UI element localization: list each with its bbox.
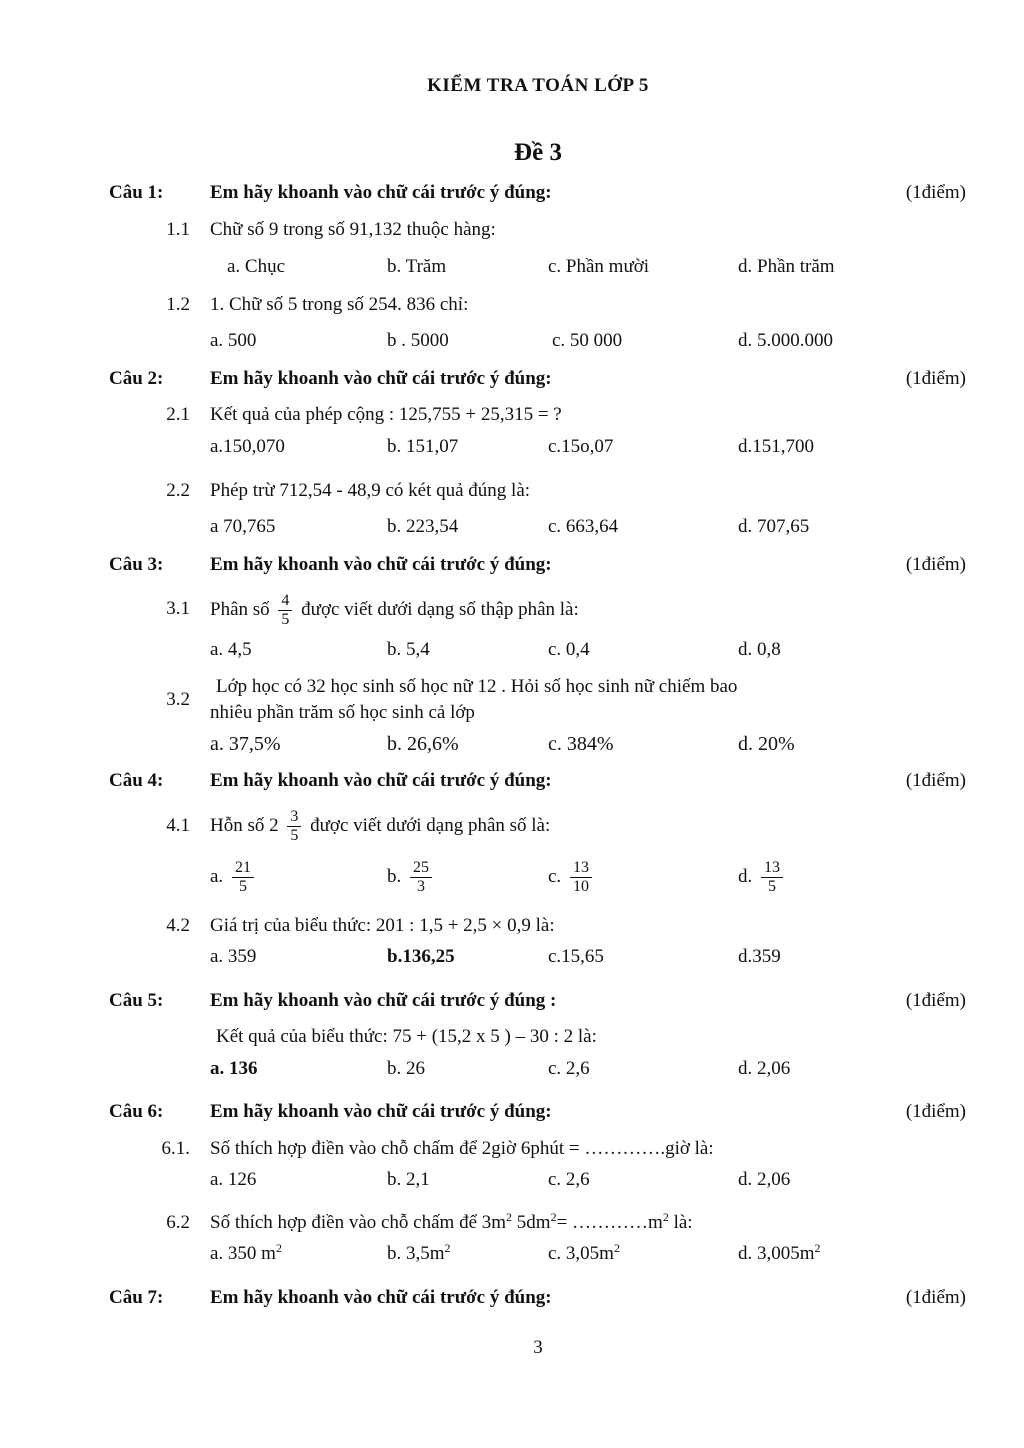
fraction-denominator: 10 (572, 878, 589, 896)
q3-1-text-before: Phân số (210, 599, 270, 620)
q6-2-text (210, 1210, 693, 1233)
q4-1-text-before: Hỗn số 2 (210, 815, 279, 836)
fraction-denominator: 5 (290, 827, 299, 845)
option-fraction (410, 859, 432, 897)
q3-1-text (210, 586, 579, 634)
q6-1-option-d[interactable]: d. 2,06 (738, 1169, 791, 1190)
q6-2-text-part3: = …………m (556, 1212, 663, 1233)
page-number: 3 (533, 1337, 543, 1358)
q3-2-option-c[interactable]: c. 384% (548, 733, 614, 755)
q2-1-option-c[interactable]: c.15o,07 (548, 436, 614, 457)
q3-2-option-a[interactable]: a. 37,5% (210, 733, 281, 755)
fraction-denominator: 5 (281, 611, 290, 629)
q1-2-option-d[interactable]: d. 5.000.000 (738, 330, 833, 351)
q3-1-number: 3.1 (166, 598, 190, 619)
option-text: d. 3,005m (738, 1243, 815, 1264)
q4-1-text-after: được viết dưới dạng phân số là: (310, 815, 551, 836)
question-6-label: Câu 6: (109, 1101, 164, 1122)
q6-2-option-c[interactable] (548, 1241, 620, 1264)
q6-2-text-part2: 5dm (512, 1212, 551, 1233)
question-6-points: (1điểm) (905, 1101, 966, 1122)
option-letter: a. (210, 866, 224, 887)
question-5-instruction: Em hãy khoanh vào chữ cái trước ý đúng : (210, 990, 557, 1011)
q4-2-text: Giá trị của biểu thức: 201 : 1,5 + 2,5 × 0,9 là: (210, 915, 555, 936)
superscript: 2 (662, 1210, 669, 1224)
q6-1-option-a[interactable]: a. 126 (210, 1169, 257, 1190)
q4-1-option-b[interactable] (387, 852, 436, 902)
q4-2-option-a[interactable]: a. 359 (210, 946, 257, 967)
q3-2-option-d[interactable]: d. 20% (738, 733, 795, 755)
q4-2-option-b[interactable]: b.136,25 (387, 946, 455, 967)
superscript: 2 (814, 1241, 821, 1255)
option-fraction (232, 859, 254, 897)
fraction-numerator: 25 (410, 859, 432, 878)
option-letter: d. (738, 866, 753, 887)
superscript: 2 (444, 1241, 451, 1255)
q5-option-c[interactable]: c. 2,6 (548, 1058, 590, 1079)
q6-2-option-b[interactable] (387, 1241, 451, 1264)
q3-1-text-after: được viết dưới dạng số thập phân là: (301, 599, 579, 620)
q1-2-text: 1. Chữ số 5 trong số 254. 836 chỉ: (210, 294, 469, 315)
question-1-label: Câu 1: (109, 182, 164, 203)
q6-1-option-c[interactable]: c. 2,6 (548, 1169, 590, 1190)
option-text: c. 3,05m (548, 1243, 614, 1264)
exam-number: Đề 3 (514, 139, 562, 166)
q2-1-option-b[interactable]: b. 151,07 (387, 436, 459, 457)
q6-2-text-part4: là: (668, 1212, 693, 1233)
question-2-label: Câu 2: (109, 368, 164, 389)
question-7-label: Câu 7: (109, 1287, 164, 1308)
q6-2-text-part1: Số thích hợp điền vào chỗ chấm để 3m (210, 1212, 507, 1233)
fraction-denominator: 5 (768, 878, 776, 896)
question-4-points: (1điểm) (905, 770, 966, 791)
q1-1-option-d[interactable]: d. Phần trăm (738, 256, 835, 277)
q2-2-text: Phép trừ 712,54 - 48,9 có két quả đúng là: (210, 480, 531, 501)
q3-1-option-c[interactable]: c. 0,4 (548, 639, 590, 660)
q2-2-option-a[interactable]: a 70,765 (210, 516, 276, 537)
question-7-points: (1điểm) (905, 1287, 966, 1308)
q3-2-option-b[interactable]: b. 26,6% (387, 733, 459, 755)
question-6-instruction: Em hãy khoanh vào chữ cái trước ý đúng: (210, 1101, 552, 1122)
superscript: 2 (550, 1210, 557, 1224)
fraction-denominator: 5 (238, 878, 247, 896)
q1-2-option-a[interactable]: a. 500 (210, 330, 257, 351)
q4-1-option-a[interactable] (210, 852, 258, 902)
q4-1-text (210, 802, 550, 850)
fraction-denominator: 3 (417, 878, 425, 896)
q1-1-option-c[interactable]: c. Phần mười (548, 256, 650, 277)
q2-1-number: 2.1 (166, 404, 190, 425)
question-3-label: Câu 3: (109, 554, 164, 575)
option-text: b. 3,5m (387, 1243, 445, 1264)
q4-2-number: 4.2 (166, 915, 190, 936)
q2-1-text: Kết quả của phép cộng : 125,755 + 25,315 = ? (210, 404, 562, 425)
fraction-numerator: 21 (232, 859, 254, 878)
q3-1-option-b[interactable]: b. 5,4 (387, 639, 430, 660)
question-3-points: (1điểm) (905, 554, 966, 575)
q6-2-option-d[interactable] (738, 1241, 821, 1264)
q2-2-option-d[interactable]: d. 707,65 (738, 516, 810, 537)
fraction-numerator: 13 (761, 859, 783, 878)
q4-1-option-c[interactable] (548, 852, 596, 902)
q6-1-number: 6.1. (161, 1138, 190, 1159)
q3-2-text-line1: Lớp học có 32 học sinh số học nữ 12 . Hỏi số học sinh nữ chiếm bao (216, 676, 738, 697)
q4-1-number: 4.1 (166, 815, 190, 836)
question-4-label: Câu 4: (109, 770, 164, 791)
q2-2-option-b[interactable]: b. 223,54 (387, 516, 459, 537)
q1-2-option-c[interactable]: c. 50 000 (552, 330, 623, 351)
option-fraction (761, 859, 783, 897)
option-letter: b. (387, 866, 402, 887)
q4-2-option-d[interactable]: d.359 (738, 946, 781, 967)
q2-2-number: 2.2 (166, 480, 190, 501)
option-fraction (570, 859, 592, 897)
q5-option-a[interactable]: a. 136 (210, 1058, 258, 1079)
superscript: 2 (275, 1241, 282, 1255)
question-4-instruction: Em hãy khoanh vào chữ cái trước ý đúng: (210, 770, 552, 791)
q4-1-fraction (287, 808, 301, 846)
question-5-points: (1điểm) (905, 990, 966, 1011)
superscript: 2 (506, 1210, 513, 1224)
option-letter: c. (548, 866, 562, 887)
q3-1-option-d[interactable]: d. 0,8 (738, 639, 781, 660)
fraction-numerator: 4 (278, 592, 292, 611)
q1-1-text: Chữ số 9 trong số 91,132 thuộc hàng: (210, 219, 496, 240)
question-2-points: (1điểm) (905, 368, 966, 389)
q3-1-fraction (278, 592, 292, 630)
q4-1-option-d[interactable] (738, 852, 787, 902)
q5-text: Kết quả của biểu thức: 75 + (15,2 x 5 ) – 30 : 2 là: (216, 1026, 597, 1047)
q2-1-option-d[interactable]: d.151,700 (738, 436, 814, 457)
q3-2-text-line2: nhiêu phần trăm số học sinh cả lớp (210, 702, 475, 723)
q6-2-option-a[interactable] (210, 1241, 282, 1264)
q5-option-d[interactable]: d. 2,06 (738, 1058, 791, 1079)
question-1-instruction: Em hãy khoanh vào chữ cái trước ý đúng: (210, 182, 552, 203)
q2-2-option-c[interactable]: c. 663,64 (548, 516, 619, 537)
q1-1-option-b[interactable]: b. Trăm (387, 256, 447, 277)
question-5-label: Câu 5: (109, 990, 164, 1011)
q6-1-option-b[interactable]: b. 2,1 (387, 1169, 430, 1190)
q2-1-option-a[interactable]: a.150,070 (210, 436, 285, 457)
superscript: 2 (613, 1241, 620, 1255)
question-2-instruction: Em hãy khoanh vào chữ cái trước ý đúng: (210, 368, 552, 389)
q1-1-number: 1.1 (166, 219, 190, 240)
question-7-instruction: Em hãy khoanh vào chữ cái trước ý đúng: (210, 1287, 552, 1308)
option-text: a. 350 m (210, 1243, 276, 1264)
q3-1-option-a[interactable]: a. 4,5 (210, 639, 252, 660)
q1-2-option-b[interactable]: b . 5000 (387, 330, 449, 351)
question-3-instruction: Em hãy khoanh vào chữ cái trước ý đúng: (210, 554, 552, 575)
q1-2-number: 1.2 (166, 294, 190, 315)
q6-1-text: Số thích hợp điền vào chỗ chấm để 2giờ 6phút = ………….giờ là: (210, 1138, 714, 1159)
q6-2-number: 6.2 (166, 1212, 190, 1233)
q4-2-option-c[interactable]: c.15,65 (548, 946, 604, 967)
q1-1-option-a[interactable]: a. Chục (227, 256, 286, 277)
document-title: KIỂM TRA TOÁN LỚP 5 (427, 75, 649, 96)
q3-2-number: 3.2 (166, 689, 190, 710)
fraction-numerator: 13 (570, 859, 592, 878)
fraction-numerator: 3 (287, 808, 301, 827)
question-1-points: (1điểm) (905, 182, 966, 203)
q5-option-b[interactable]: b. 26 (387, 1058, 425, 1079)
